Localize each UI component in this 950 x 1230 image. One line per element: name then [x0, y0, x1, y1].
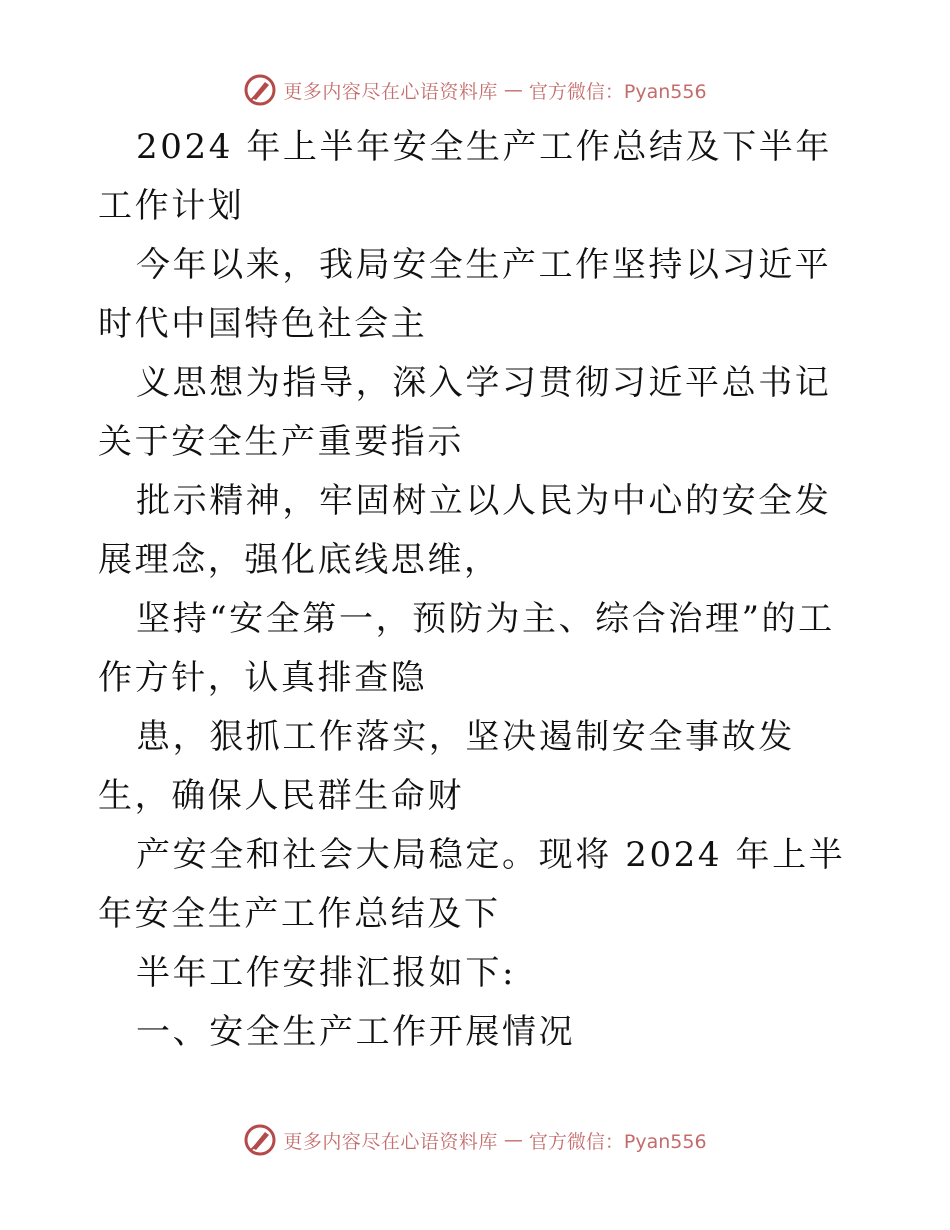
paragraph-4: 坚持“安全第一，预防为主、综合治理”的工作方针，认真排查隐 [98, 599, 835, 698]
header-watermark [0, 70, 950, 110]
watermark-site-text: 更多内容尽在心语资料库 [283, 1130, 498, 1153]
paragraph-6: 产安全和社会大局稳定。现将 2024 年上半年安全生产工作总结及下 [98, 835, 846, 934]
watermark-site-text: 更多内容尽在心语资料库 [283, 80, 498, 103]
document-body [98, 118, 858, 1062]
paragraph-5: 患，狠抓工作落实，坚决遏制安全事故发生，确保人民群生命财 [98, 717, 795, 816]
document-title: 2024 年上半年安全生产工作总结及下半年工作计划 [98, 127, 832, 226]
watermark-wechat-text: 官方微信：Pyan556 [528, 1130, 707, 1153]
watermark-wechat-text: 官方微信：Pyan556 [528, 80, 707, 103]
footer-watermark [0, 1120, 950, 1160]
feather-pen-logo-icon [243, 1123, 277, 1157]
feather-pen-logo-icon [243, 73, 277, 107]
paragraph-1: 今年以来，我局安全生产工作坚持以习近平时代中国特色社会主 [98, 245, 832, 344]
paragraph-3: 批示精神，牢固树立以人民为中心的安全发展理念，强化底线思维， [98, 481, 832, 580]
section-heading-1: 一、安全生产工作开展情况 [136, 1012, 576, 1052]
paragraph-7: 半年工作安排汇报如下: [136, 953, 517, 993]
paragraph-2: 义思想为指导，深入学习贯彻习近平总书记关于安全生产重要指示 [98, 363, 832, 462]
watermark-separator: — [503, 1129, 523, 1151]
watermark-separator: — [503, 79, 523, 101]
